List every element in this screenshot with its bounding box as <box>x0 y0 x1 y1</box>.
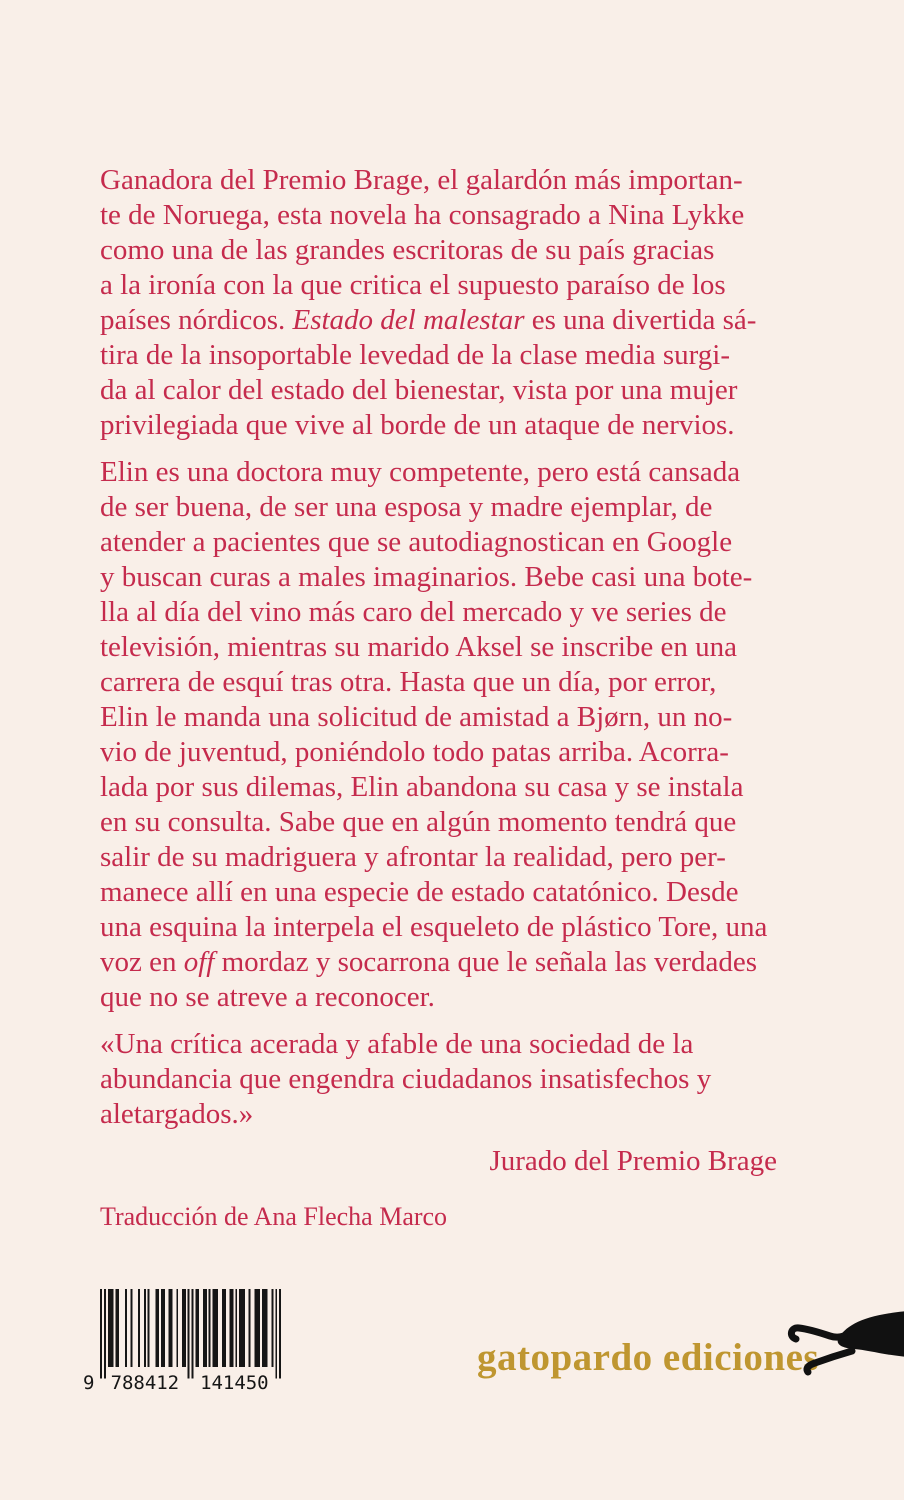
blurb-paragraphs <box>100 163 841 1179</box>
text-line: tira de la insoportable levedad de la clase media surgi- <box>100 339 730 371</box>
text-line: una esquina la interpela el esqueleto de plástico Tore, una <box>100 911 768 943</box>
text-line: como una de las grandes escritoras de su país gracias <box>100 234 715 266</box>
quote-attribution: Jurado del Premio Brage <box>489 1145 777 1177</box>
text-line: da al calor del estado del bienestar, vista por una mujer <box>100 374 738 406</box>
isbn-left-group: 788412 <box>110 1372 180 1390</box>
isbn-first-digit: 9 <box>83 1372 95 1390</box>
text-line: «Una crítica acerada y afable de una sociedad de la <box>100 1028 694 1060</box>
text-line: que no se atreve a reconocer. <box>100 981 435 1013</box>
publisher-wordmark: gatopardo ediciones <box>477 1336 820 1379</box>
leaping-cat-logo-icon <box>784 1303 904 1403</box>
paragraph <box>100 455 841 1015</box>
paragraph <box>100 1027 841 1132</box>
text-line: abundancia que engendra ciudadanos insatisfechos y <box>100 1063 712 1095</box>
text-line: y buscan curas a males imaginarios. Bebe casi una bote- <box>100 561 753 593</box>
text-line: atender a pacientes que se autodiagnostican en Google <box>100 526 733 558</box>
isbn-right-group: 141450 <box>200 1372 269 1390</box>
text-line: voz en off mordaz y socarrona que le señala las verdades <box>100 946 758 978</box>
text-line: televisión, mientras su marido Aksel se inscribe en una <box>100 631 738 663</box>
text-line: a la ironía con la que critica el supuesto paraíso de los <box>100 269 726 301</box>
text-line: Elin es una doctora muy competente, pero está cansada <box>100 456 741 488</box>
text-line: privilegiada que vive al borde de un ataque de nervios. <box>100 409 735 441</box>
text-line: manece allí en una especie de estado catatónico. Desde <box>100 876 739 908</box>
text-line: te de Noruega, esta novela ha consagrado a Nina Lykke <box>100 199 745 231</box>
text-line: Ganadora del Premio Brage, el galardón más importan- <box>100 164 743 196</box>
translation-credit: Traducción de Ana Flecha Marco <box>100 1202 448 1231</box>
isbn-barcode <box>83 1289 281 1390</box>
text-line: aletargados.» <box>100 1098 254 1130</box>
text-line: en su consulta. Sabe que en algún momento tendrá que <box>100 806 737 838</box>
text-line: Elin le manda una solicitud de amistad a Bjørn, un no- <box>100 701 733 733</box>
barcode-bars <box>100 1289 281 1378</box>
text-line: lada por sus dilemas, Elin abandona su casa y se instala <box>100 771 744 803</box>
text-line: carrera de esquí tras otra. Hasta que un día, por error, <box>100 666 717 698</box>
text-line: países nórdicos. Estado del malestar es una divertida sá- <box>100 304 757 336</box>
text-line: lla al día del vino más caro del mercado y ve series de <box>100 596 727 628</box>
paragraph <box>100 163 841 443</box>
text-line: vio de juventud, poniéndolo todo patas arriba. Acorra- <box>100 736 729 768</box>
text-line: de ser buena, de ser una esposa y madre ejemplar, de <box>100 491 713 523</box>
text-line: salir de su madriguera y afrontar la realidad, pero per- <box>100 841 726 873</box>
